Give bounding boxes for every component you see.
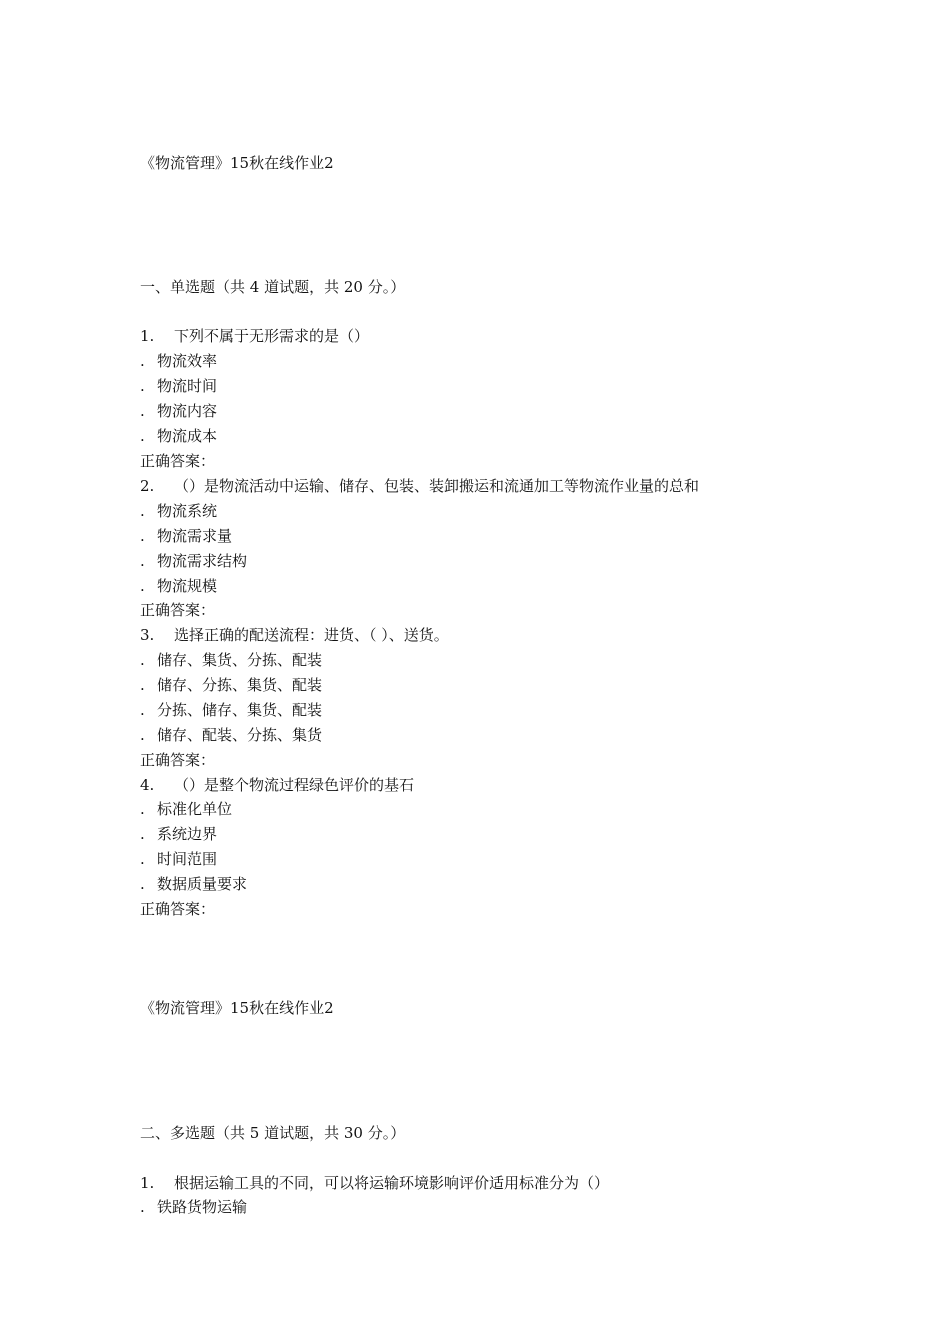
option-text: 储存、集货、分拣、配装 <box>157 651 323 669</box>
option-marker: . <box>140 502 145 520</box>
option-text: 物流需求量 <box>157 527 233 545</box>
question-4 <box>140 775 414 795</box>
document-title: 《物流管理》15秋在线作业2 <box>140 154 334 172</box>
option-item <box>140 675 322 695</box>
option-text: 物流规模 <box>157 577 218 595</box>
option-item <box>140 501 217 521</box>
option-marker: . <box>140 427 145 445</box>
question-number: 4. <box>140 776 155 794</box>
section-heading-single-choice: 一、单选题（共 4 道试题，共 20 分。） <box>140 278 406 296</box>
answer-label: 正确答案： <box>140 900 216 918</box>
option-marker: . <box>140 577 145 595</box>
option-marker: . <box>140 651 145 669</box>
option-item <box>140 700 322 720</box>
option-text: 物流系统 <box>157 502 218 520</box>
answer-label: 正确答案： <box>140 452 216 470</box>
option-marker: . <box>140 875 145 893</box>
question-number: 1. <box>140 1174 155 1192</box>
option-marker: . <box>140 726 145 744</box>
option-item <box>140 551 247 571</box>
option-item <box>140 650 322 670</box>
question-text: （）是物流活动中运输、储存、包装、装卸搬运和流通加工等物流作业量的总和 <box>174 477 700 495</box>
option-item <box>140 849 217 869</box>
option-marker: . <box>140 402 145 420</box>
option-item <box>140 401 217 421</box>
option-marker: . <box>140 800 145 818</box>
option-marker: . <box>140 1198 145 1216</box>
question-1 <box>140 326 369 346</box>
question-text: 根据运输工具的不同，可以将运输环境影响评价适用标准分为（） <box>174 1174 610 1192</box>
option-item <box>140 1197 247 1217</box>
option-text: 物流成本 <box>157 427 218 445</box>
option-item <box>140 376 217 396</box>
option-item <box>140 799 232 819</box>
option-item <box>140 824 217 844</box>
option-marker: . <box>140 552 145 570</box>
option-item <box>140 351 217 371</box>
option-marker: . <box>140 701 145 719</box>
question-number: 1. <box>140 327 155 345</box>
option-item <box>140 874 247 894</box>
option-text: 储存、配装、分拣、集货 <box>157 726 323 744</box>
question-number: 3. <box>140 626 155 644</box>
option-item <box>140 526 232 546</box>
option-text: 物流需求结构 <box>157 552 248 570</box>
answer-label: 正确答案： <box>140 751 216 769</box>
option-item <box>140 725 322 745</box>
option-text: 时间范围 <box>157 850 218 868</box>
question-2 <box>140 476 699 496</box>
question-text: 下列不属于无形需求的是（） <box>174 327 370 345</box>
answer-label: 正确答案： <box>140 601 216 619</box>
option-marker: . <box>140 850 145 868</box>
document-title-repeat: 《物流管理》15秋在线作业2 <box>140 999 334 1017</box>
option-text: 数据质量要求 <box>157 875 248 893</box>
section-heading-multiple-choice: 二、多选题（共 5 道试题，共 30 分。） <box>140 1124 406 1142</box>
option-marker: . <box>140 352 145 370</box>
question-3 <box>140 625 449 645</box>
option-marker: . <box>140 676 145 694</box>
question-text: （）是整个物流过程绿色评价的基石 <box>174 776 415 794</box>
question-1-multi <box>140 1173 609 1193</box>
option-text: 系统边界 <box>157 825 218 843</box>
option-marker: . <box>140 527 145 545</box>
option-text: 分拣、储存、集货、配装 <box>157 701 323 719</box>
question-text: 选择正确的配送流程：进货、（ ）、送货。 <box>174 626 449 644</box>
question-number: 2. <box>140 477 155 495</box>
option-item <box>140 426 217 446</box>
option-text: 物流内容 <box>157 402 218 420</box>
option-item <box>140 576 217 596</box>
option-text: 储存、分拣、集货、配装 <box>157 676 323 694</box>
option-text: 标准化单位 <box>157 800 233 818</box>
option-text: 物流时间 <box>157 377 218 395</box>
option-text: 铁路货物运输 <box>157 1198 248 1216</box>
option-marker: . <box>140 377 145 395</box>
option-marker: . <box>140 825 145 843</box>
option-text: 物流效率 <box>157 352 218 370</box>
